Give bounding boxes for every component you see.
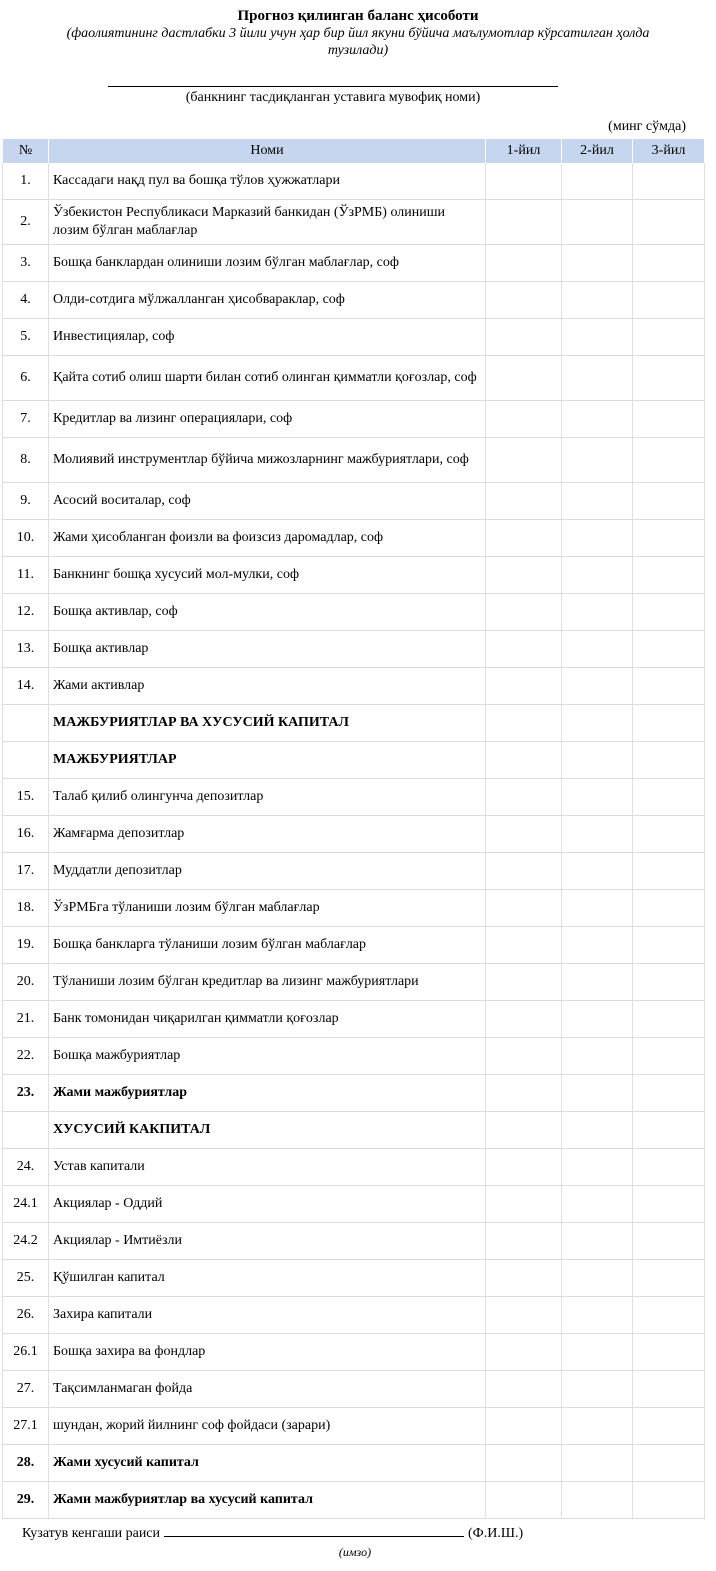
year-1-cell — [486, 1223, 562, 1260]
year-1-cell — [486, 1371, 562, 1408]
year-3-cell — [633, 438, 705, 483]
fio-label: (Ф.И.Ш.) — [468, 1526, 524, 1541]
row-number: 13. — [3, 631, 49, 668]
row-number: 1. — [3, 163, 49, 200]
year-2-cell — [562, 438, 633, 483]
year-3-cell — [633, 742, 705, 779]
table-row — [3, 816, 705, 853]
row-name: Қайта сотиб олиш шарти билан сотиб олинган қимматли қоғозлар, соф — [49, 356, 486, 401]
row-name: Молиявий инструментлар бўйича мижозларнинг мажбуриятлари, соф — [49, 438, 486, 483]
year-3-cell — [633, 594, 705, 631]
year-3-cell — [633, 816, 705, 853]
year-1-cell — [486, 816, 562, 853]
row-name: Кассадаги нақд пул ва бошқа тўлов ҳужжатлари — [49, 163, 486, 200]
year-2-cell — [562, 853, 633, 890]
year-1-cell — [486, 742, 562, 779]
year-3-cell — [633, 779, 705, 816]
year-3-cell — [633, 282, 705, 319]
year-2-cell — [562, 1038, 633, 1075]
year-3-cell — [633, 1371, 705, 1408]
row-number: 24.1 — [3, 1186, 49, 1223]
year-1-cell — [486, 319, 562, 356]
year-2-cell — [562, 520, 633, 557]
year-2-cell — [562, 401, 633, 438]
year-3-cell — [633, 319, 705, 356]
year-3-cell — [633, 1297, 705, 1334]
year-1-cell — [486, 853, 562, 890]
row-number: 16. — [3, 816, 49, 853]
year-2-cell — [562, 890, 633, 927]
year-1-cell — [486, 1260, 562, 1297]
table-row — [3, 1149, 705, 1186]
year-3-cell — [633, 631, 705, 668]
balance-table — [2, 139, 705, 1519]
year-1-cell — [486, 1445, 562, 1482]
row-name: Кредитлар ва лизинг операциялари, соф — [49, 401, 486, 438]
year-2-cell — [562, 927, 633, 964]
row-name: Устав капитали — [49, 1149, 486, 1186]
row-name: Бошқа банклардан олиниши лозим бўлган маблағлар, соф — [49, 245, 486, 282]
row-name: Ўзбекистон Республикаси Марказий банкидан (ЎзРМБ) олиниши лозим бўлган маблағлар — [49, 200, 486, 245]
year-1-cell — [486, 779, 562, 816]
year-1-cell — [486, 520, 562, 557]
table-row — [3, 594, 705, 631]
row-name: Асосий воситалар, соф — [49, 483, 486, 520]
row-number: 26.1 — [3, 1334, 49, 1371]
table-row — [3, 1223, 705, 1260]
row-number: 6. — [3, 356, 49, 401]
row-number: 5. — [3, 319, 49, 356]
table-row — [3, 319, 705, 356]
year-2-cell — [562, 356, 633, 401]
row-number: 18. — [3, 890, 49, 927]
row-number: 29. — [3, 1482, 49, 1519]
year-3-cell — [633, 1334, 705, 1371]
row-name: МАЖБУРИЯТЛАР ВА ХУСУСИЙ КАПИТАЛ — [49, 705, 486, 742]
year-3-cell — [633, 1186, 705, 1223]
row-number: 23. — [3, 1075, 49, 1112]
year-3-cell — [633, 245, 705, 282]
row-name: Банкнинг бошқа хусусий мол-мулки, соф — [49, 557, 486, 594]
year-2-cell — [562, 1186, 633, 1223]
year-3-cell — [633, 853, 705, 890]
row-number: 20. — [3, 964, 49, 1001]
year-3-cell — [633, 964, 705, 1001]
signature-caption: (имзо) — [338, 1545, 372, 1559]
row-number: 8. — [3, 438, 49, 483]
column-header-name: Номи — [49, 139, 486, 163]
year-1-cell — [486, 1334, 562, 1371]
row-number: 7. — [3, 401, 49, 438]
year-3-cell — [633, 1445, 705, 1482]
row-name: Акциялар - Имтиёзли — [49, 1223, 486, 1260]
row-number: 21. — [3, 1001, 49, 1038]
row-number: 12. — [3, 594, 49, 631]
table-row — [3, 1371, 705, 1408]
year-2-cell — [562, 557, 633, 594]
row-number: 27.1 — [3, 1408, 49, 1445]
document-title: Прогноз қилинган баланс ҳисоботи — [237, 8, 479, 24]
table-row — [3, 401, 705, 438]
row-name: Бошқа банкларга тўланиши лозим бўлган маблағлар — [49, 927, 486, 964]
year-1-cell — [486, 1112, 562, 1149]
year-3-cell — [633, 1075, 705, 1112]
year-2-cell — [562, 816, 633, 853]
year-2-cell — [562, 1223, 633, 1260]
year-3-cell — [633, 1223, 705, 1260]
year-1-cell — [486, 705, 562, 742]
table-row — [3, 705, 705, 742]
table-row — [3, 245, 705, 282]
row-name: Жами ҳисобланган фоизли ва фоизсиз даромадлар, соф — [49, 520, 486, 557]
row-name: Муддатли депозитлар — [49, 853, 486, 890]
table-row — [3, 1445, 705, 1482]
row-name: Банк томонидан чиқарилган қимматли қоғозлар — [49, 1001, 486, 1038]
table-row — [3, 1482, 705, 1519]
year-2-cell — [562, 742, 633, 779]
table-row — [3, 557, 705, 594]
table-row — [3, 1038, 705, 1075]
table-row — [3, 356, 705, 401]
signature-block — [22, 1524, 523, 1542]
row-number: 15. — [3, 779, 49, 816]
year-3-cell — [633, 1112, 705, 1149]
year-3-cell — [633, 1149, 705, 1186]
year-2-cell — [562, 163, 633, 200]
table-row — [3, 631, 705, 668]
year-1-cell — [486, 401, 562, 438]
column-header-year-3: 3-йил — [633, 139, 705, 163]
year-1-cell — [486, 483, 562, 520]
year-2-cell — [562, 1112, 633, 1149]
year-3-cell — [633, 520, 705, 557]
year-2-cell — [562, 1334, 633, 1371]
year-2-cell — [562, 668, 633, 705]
year-1-cell — [486, 1075, 562, 1112]
year-1-cell — [486, 282, 562, 319]
column-header-year-2: 2-йил — [562, 139, 633, 163]
year-1-cell — [486, 1186, 562, 1223]
row-number: 9. — [3, 483, 49, 520]
column-header-year-1: 1-йил — [486, 139, 562, 163]
year-3-cell — [633, 356, 705, 401]
row-number: 3. — [3, 245, 49, 282]
table-row — [3, 1001, 705, 1038]
table-header-row — [3, 139, 705, 163]
year-2-cell — [562, 594, 633, 631]
table-row — [3, 668, 705, 705]
year-1-cell — [486, 631, 562, 668]
table-row — [3, 853, 705, 890]
row-name: ЎзРМБга тўланиши лозим бўлган маблағлар — [49, 890, 486, 927]
row-name: Жами мажбуриятлар — [49, 1075, 486, 1112]
year-2-cell — [562, 200, 633, 245]
row-name: Бошқа мажбуриятлар — [49, 1038, 486, 1075]
column-header-number: № — [3, 139, 49, 163]
row-name: Жами мажбуриятлар ва хусусий капитал — [49, 1482, 486, 1519]
row-name: Талаб қилиб олингунча депозитлар — [49, 779, 486, 816]
row-name: Жамғарма депозитлар — [49, 816, 486, 853]
year-3-cell — [633, 200, 705, 245]
table-row — [3, 964, 705, 1001]
row-number: 10. — [3, 520, 49, 557]
row-name: Жами хусусий капитал — [49, 1445, 486, 1482]
table-row — [3, 483, 705, 520]
year-2-cell — [562, 1001, 633, 1038]
row-name: Тақсимланмаган фойда — [49, 1371, 486, 1408]
table-row — [3, 520, 705, 557]
year-2-cell — [562, 1445, 633, 1482]
table-row — [3, 1186, 705, 1223]
table-row — [3, 1112, 705, 1149]
year-1-cell — [486, 890, 562, 927]
year-3-cell — [633, 1408, 705, 1445]
row-number — [3, 1112, 49, 1149]
year-2-cell — [562, 319, 633, 356]
row-number: 19. — [3, 927, 49, 964]
table-row — [3, 1075, 705, 1112]
row-name: Жами активлар — [49, 668, 486, 705]
year-3-cell — [633, 1482, 705, 1519]
year-3-cell — [633, 163, 705, 200]
year-2-cell — [562, 1408, 633, 1445]
table-row — [3, 200, 705, 245]
year-1-cell — [486, 1297, 562, 1334]
table-row — [3, 890, 705, 927]
year-1-cell — [486, 438, 562, 483]
year-2-cell — [562, 1075, 633, 1112]
unit-label: (минг сўмда) — [608, 119, 686, 134]
year-1-cell — [486, 163, 562, 200]
table-row — [3, 927, 705, 964]
year-3-cell — [633, 1001, 705, 1038]
year-1-cell — [486, 668, 562, 705]
row-number: 26. — [3, 1297, 49, 1334]
year-2-cell — [562, 245, 633, 282]
year-2-cell — [562, 779, 633, 816]
row-name: Захира капитали — [49, 1297, 486, 1334]
signature-line — [164, 1524, 464, 1537]
table-row — [3, 1260, 705, 1297]
table-row — [3, 438, 705, 483]
row-number — [3, 742, 49, 779]
table-row — [3, 1408, 705, 1445]
row-number: 17. — [3, 853, 49, 890]
row-number: 4. — [3, 282, 49, 319]
row-name: ХУСУСИЙ КАКПИТАЛ — [49, 1112, 486, 1149]
year-1-cell — [486, 200, 562, 245]
table-row — [3, 742, 705, 779]
year-1-cell — [486, 245, 562, 282]
year-1-cell — [486, 594, 562, 631]
table-row — [3, 1297, 705, 1334]
year-3-cell — [633, 668, 705, 705]
row-name: Бошқа активлар — [49, 631, 486, 668]
row-number: 11. — [3, 557, 49, 594]
row-number — [3, 705, 49, 742]
year-2-cell — [562, 1371, 633, 1408]
table-row — [3, 779, 705, 816]
year-3-cell — [633, 483, 705, 520]
year-1-cell — [486, 557, 562, 594]
table-row — [3, 1334, 705, 1371]
year-3-cell — [633, 1038, 705, 1075]
row-name: Инвестициялар, соф — [49, 319, 486, 356]
row-number: 27. — [3, 1371, 49, 1408]
year-1-cell — [486, 1001, 562, 1038]
row-name: Олди-сотдига мўлжалланган ҳисобвараклар, соф — [49, 282, 486, 319]
row-number: 28. — [3, 1445, 49, 1482]
row-number: 22. — [3, 1038, 49, 1075]
year-2-cell — [562, 631, 633, 668]
row-name: Тўланиши лозим бўлган кредитлар ва лизинг мажбуриятлари — [49, 964, 486, 1001]
year-1-cell — [486, 1038, 562, 1075]
table-row — [3, 163, 705, 200]
row-name: Бошқа активлар, соф — [49, 594, 486, 631]
row-name: шундан, жорий йилнинг соф фойдаси (зарари) — [49, 1408, 486, 1445]
table-body — [3, 163, 705, 1519]
row-name: МАЖБУРИЯТЛАР — [49, 742, 486, 779]
year-2-cell — [562, 282, 633, 319]
year-3-cell — [633, 1260, 705, 1297]
year-3-cell — [633, 705, 705, 742]
chair-label: Кузатув кенгаши раиси — [22, 1526, 161, 1541]
row-number: 2. — [3, 200, 49, 245]
year-3-cell — [633, 890, 705, 927]
year-2-cell — [562, 1482, 633, 1519]
year-1-cell — [486, 1149, 562, 1186]
year-1-cell — [486, 356, 562, 401]
row-number: 14. — [3, 668, 49, 705]
table-row — [3, 282, 705, 319]
year-2-cell — [562, 1149, 633, 1186]
year-3-cell — [633, 401, 705, 438]
year-2-cell — [562, 1297, 633, 1334]
year-1-cell — [486, 1408, 562, 1445]
year-3-cell — [633, 927, 705, 964]
year-2-cell — [562, 483, 633, 520]
year-2-cell — [562, 705, 633, 742]
row-name: Қўшилган капитал — [49, 1260, 486, 1297]
row-number: 24. — [3, 1149, 49, 1186]
year-2-cell — [562, 964, 633, 1001]
bank-name-caption: (банкнинг тасдиқланган уставига мувофиқ номи) — [185, 90, 481, 105]
row-name: Бошқа захира ва фондлар — [49, 1334, 486, 1371]
year-1-cell — [486, 1482, 562, 1519]
year-2-cell — [562, 1260, 633, 1297]
year-1-cell — [486, 964, 562, 1001]
row-number: 24.2 — [3, 1223, 49, 1260]
bank-name-line — [108, 86, 558, 87]
year-3-cell — [633, 557, 705, 594]
year-1-cell — [486, 927, 562, 964]
row-number: 25. — [3, 1260, 49, 1297]
document-subtitle: (фаолиятининг дастлабки 3 йили учун ҳар бир йил якуни бўйича маълумотлар кўрсатилган ҳолда тузилади) — [66, 26, 650, 58]
row-name: Акциялар - Оддий — [49, 1186, 486, 1223]
